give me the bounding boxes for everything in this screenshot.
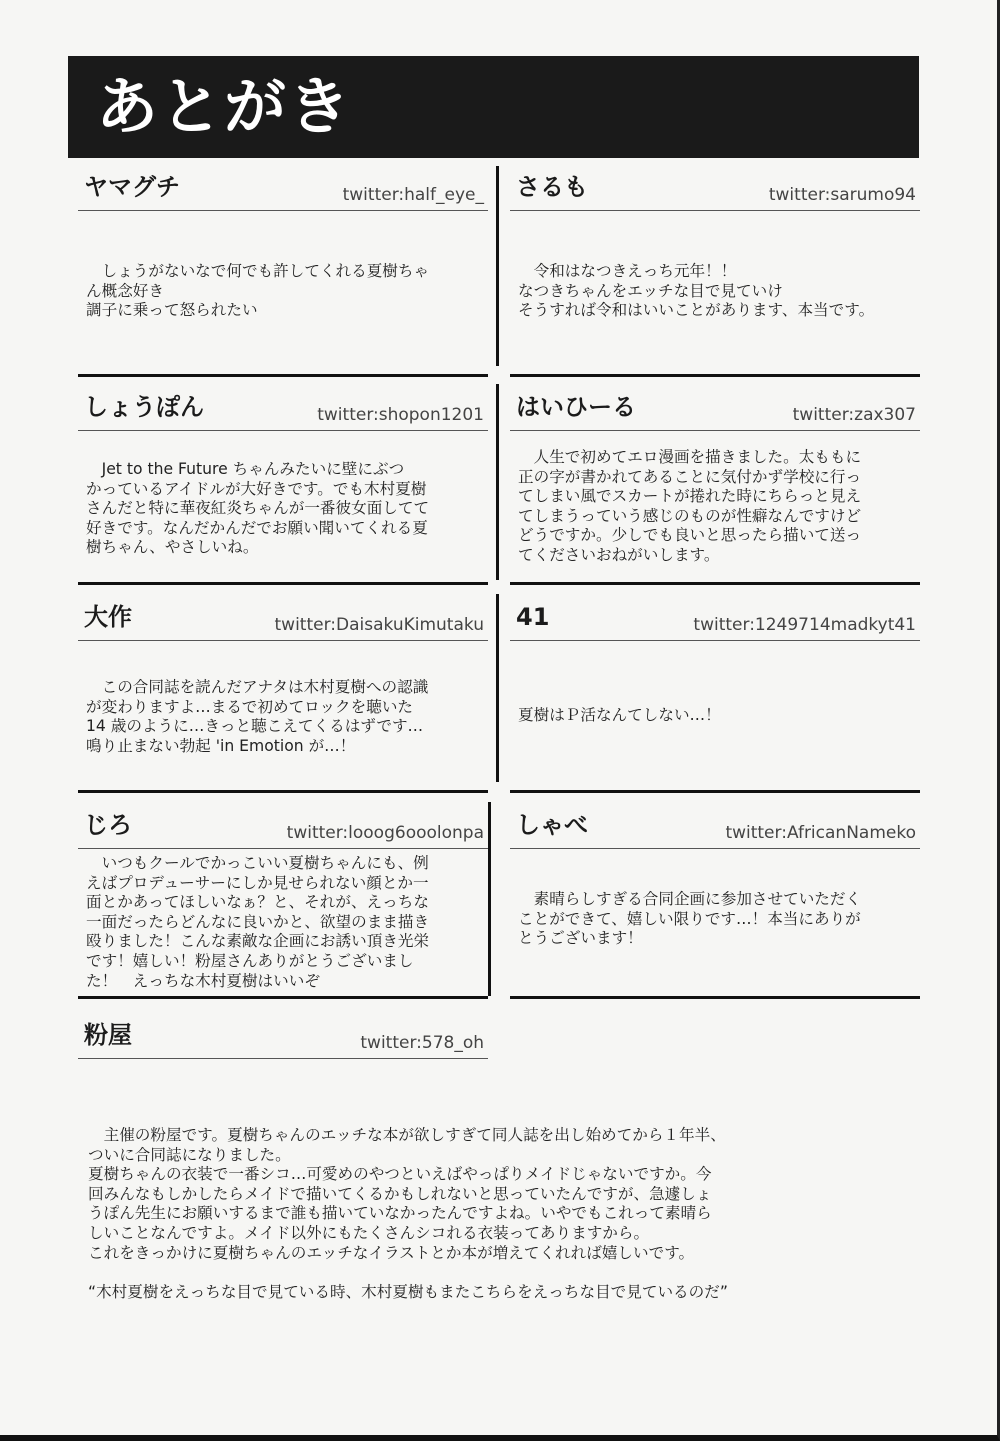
author-comment: いつもクールでかっこいい夏樹ちゃんにも、例 えばプロデューサーにしか見せられない顔とか一 面とかあってほしいなぁ？と、それが、えっちな 一面だったらどんなに良いかと、欲望のまま描き 殴りました！こんな素敵な企画にお誘い頂き光栄 です！嬉しい！粉屋さんありがとうございまし た！ えっちな木村夏樹はいいぞ xyxy=(86,854,430,990)
name-underline xyxy=(78,640,488,641)
author-handle: twitter:shopon1201 xyxy=(317,405,484,425)
author-comment: Jet to the Future ちゃんみたいに壁にぶつ かっているアイドルが大好きです。でも木村夏樹 さんだと特に華夜紅炎ちゃんが一番彼女面してて 好きです。なんだかんだでお願い聞いてくれる夏 樹ちゃん、やさしいね。 xyxy=(86,460,430,557)
name-underline xyxy=(78,848,488,849)
column-divider xyxy=(488,802,491,996)
name-underline xyxy=(78,210,488,211)
author-name: 粉屋 xyxy=(84,1021,132,1049)
author-block-shopon xyxy=(78,392,488,582)
name-underline xyxy=(510,430,920,431)
row-divider xyxy=(510,582,920,585)
author-name: じろ xyxy=(84,811,132,839)
column-divider xyxy=(496,384,499,580)
author-name: ヤマグチ xyxy=(84,173,180,201)
author-handle: twitter:AfricanNameko xyxy=(725,823,916,843)
name-underline xyxy=(78,430,488,431)
row-divider xyxy=(78,790,488,793)
row-divider xyxy=(510,374,920,377)
row-divider xyxy=(78,582,488,585)
author-handle: twitter:half_eye_ xyxy=(342,185,484,205)
author-comment: この合同誌を読んだアナタは木村夏樹への認識 が変わりますよ…まるで初めてロックを聴いた 14 歳のように…きっと聴こえてくるはずです… 鳴り止まない勃起 'in Emotion が…！ xyxy=(86,678,429,755)
author-comment: しょうがないなで何でも許してくれる夏樹ちゃ ん概念好き 調子に乗って怒られたい xyxy=(86,262,430,320)
row-divider xyxy=(78,374,488,377)
author-comment: 素晴らしすぎる合同企画に参加させていただく ことができて、嬉しい限りです…！本当にありが とうございます！ xyxy=(518,890,862,948)
author-block-41 xyxy=(510,602,920,792)
author-comment: 令和はなつきえっち元年！！ なつきちゃんをエッチな目で見ていけ そうすれば令和はいいことがあります、本当です。 xyxy=(518,262,875,320)
author-block-sarumo xyxy=(510,172,920,362)
author-block-konaya xyxy=(78,1020,488,1070)
row-divider xyxy=(510,996,920,999)
author-block-daisaku xyxy=(78,602,488,792)
author-handle: twitter:sarumo94 xyxy=(768,185,916,205)
author-block-yamaguchi xyxy=(78,172,488,362)
closing-quote: “木村夏樹をえっちな目で見ている時、木村夏樹もまたこちらをえっちな目で見ているのだ” xyxy=(88,1283,728,1301)
author-handle: twitter:looog6ooolonpa xyxy=(286,823,484,843)
author-block-haihiiru xyxy=(510,392,920,582)
row-divider xyxy=(78,996,488,999)
author-handle: twitter:DaisakuKimutaku xyxy=(274,615,484,635)
page-title: あとがき xyxy=(96,70,353,143)
author-name: しょうぽん xyxy=(84,393,204,421)
author-name: 41 xyxy=(516,603,550,631)
author-handle: twitter:zax307 xyxy=(792,405,916,425)
author-handle: twitter:578_oh xyxy=(360,1033,484,1053)
title-banner xyxy=(68,56,919,158)
author-comment: 夏樹はＰ活なんてしない…！ xyxy=(518,706,721,724)
name-underline xyxy=(78,1058,488,1059)
author-block-shabe xyxy=(510,810,920,1000)
author-name: しゃべ xyxy=(516,811,588,839)
author-name: 大作 xyxy=(84,603,132,631)
author-comment: 人生で初めてエロ漫画を描きました。太ももに 正の字が書かれてあることに気付かず学校に行っ てしまい風でスカートが捲れた時にちらっと見え てしまうっていう感じのものが性癖なんですけど どうですか。少しでも良いと思ったら描いて送っ てくださいおねがいします。 xyxy=(518,448,862,564)
name-underline xyxy=(510,640,920,641)
column-divider xyxy=(496,594,499,782)
name-underline xyxy=(510,848,920,849)
author-block-jiro xyxy=(78,810,488,1000)
author-handle: twitter:1249714madkyt41 xyxy=(693,615,916,635)
organizer-comment: 主催の粉屋です。夏樹ちゃんのエッチな本が欲しすぎて同人誌を出し始めてから１年半、 ついに合同誌になりました。 夏樹ちゃんの衣装で一番シコ…可愛めのやつといえばやっぱりメイドじゃないですか。今 回みんなもしかしたらメイドで描いてくるかもしれないと思っていたんですが、急遽しょ うぽん先生にお願いするまで誰も描いていなかったんですよね。いやでもこれって素晴ら しいことなんですよ。メイド以外にもたくさんシコれる衣装ってありますから。 これをきっかけに夏樹ちゃんのエッチなイラストとか本が増えてくれれば嬉しいです。 xyxy=(88,1126,726,1262)
name-underline xyxy=(510,210,920,211)
author-name: はいひーる xyxy=(516,393,636,421)
row-divider xyxy=(510,790,920,793)
author-name: さるも xyxy=(516,173,588,201)
column-divider xyxy=(496,166,499,366)
